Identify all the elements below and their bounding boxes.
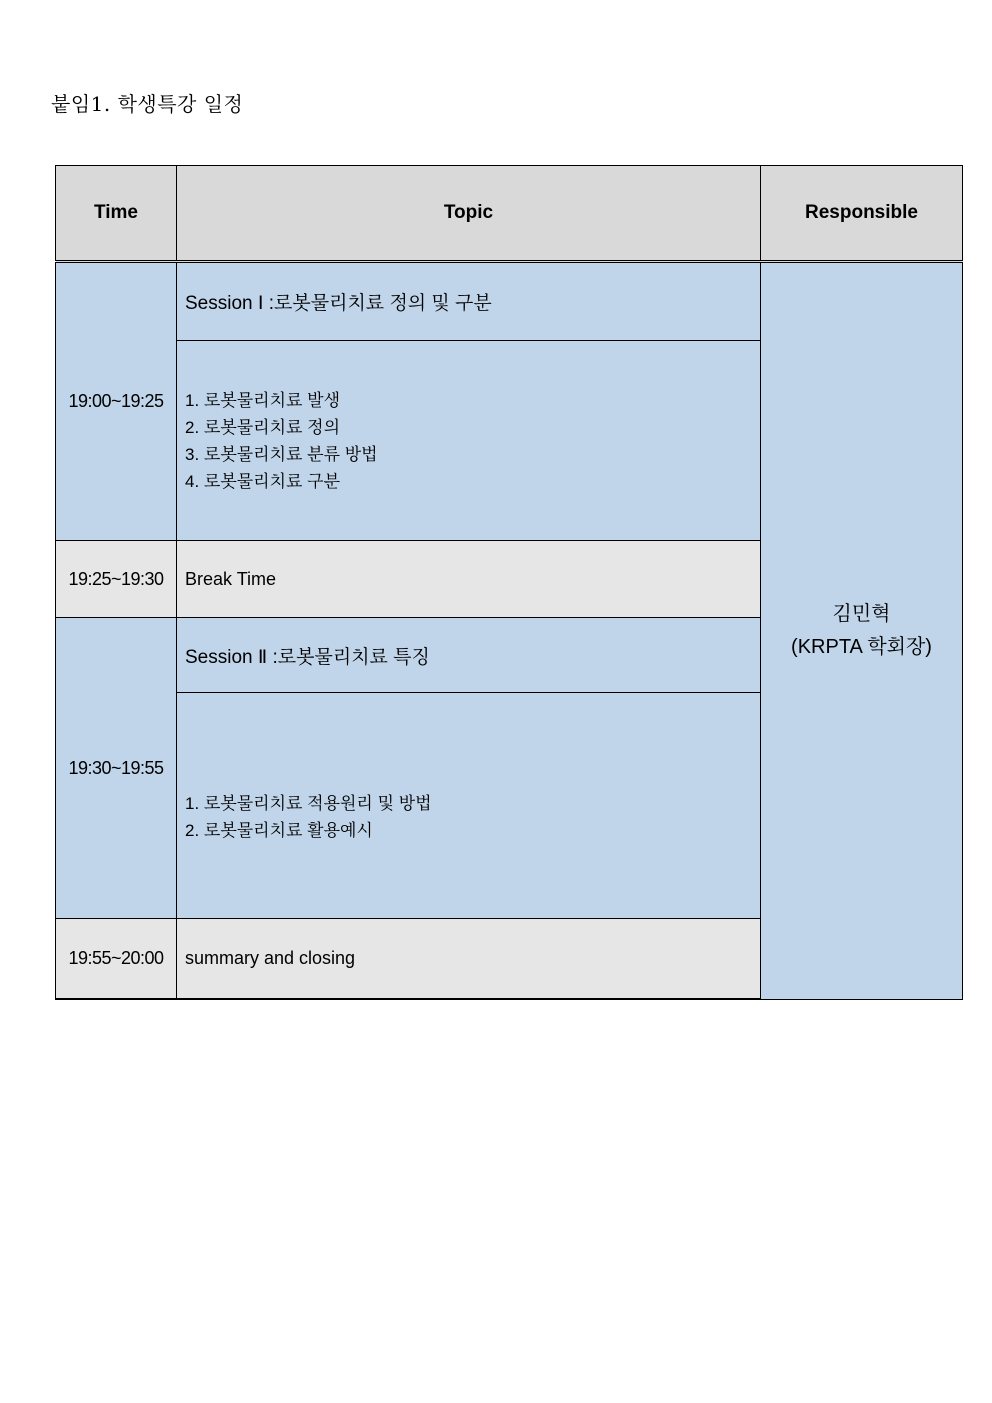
header-topic: Topic bbox=[177, 166, 761, 262]
session2-list bbox=[185, 790, 760, 844]
closing-time: 19:55~20:00 bbox=[56, 919, 177, 999]
session2-items bbox=[177, 693, 761, 919]
document-title: 붙임1. 학생특강 일정 bbox=[51, 92, 244, 116]
session1-items bbox=[177, 341, 761, 541]
header-time: Time bbox=[56, 166, 177, 262]
header-responsible: Responsible bbox=[761, 166, 963, 262]
responsible-role: (KRPTA 학회장) bbox=[791, 635, 932, 658]
responsible-name: 김민혁 bbox=[832, 602, 891, 625]
session1-time: 19:00~19:25 bbox=[56, 262, 177, 541]
list-item: 1. 로봇물리치료 적용원리 및 방법 bbox=[185, 793, 432, 813]
closing-topic: summary and closing bbox=[177, 919, 761, 999]
list-item: 4. 로봇물리치료 구분 bbox=[185, 471, 340, 491]
session2-time: 19:30~19:55 bbox=[56, 618, 177, 919]
session1-title-row bbox=[56, 262, 963, 341]
responsible-cell bbox=[761, 262, 963, 1000]
list-item: 3. 로봇물리치료 분류 방법 bbox=[185, 444, 378, 464]
session2-title: Session Ⅱ :로봇물리치료 특징 bbox=[177, 618, 761, 693]
break-topic: Break Time bbox=[177, 540, 761, 617]
list-item: 2. 로봇물리치료 활용예시 bbox=[185, 820, 373, 840]
session1-list bbox=[185, 387, 760, 495]
header-row bbox=[56, 166, 963, 262]
break-time: 19:25~19:30 bbox=[56, 540, 177, 617]
session1-title: Session Ⅰ :로봇물리치료 정의 및 구분 bbox=[177, 262, 761, 341]
list-item: 2. 로봇물리치료 정의 bbox=[185, 417, 340, 437]
list-item: 1. 로봇물리치료 발생 bbox=[185, 390, 340, 410]
schedule-table bbox=[55, 165, 963, 1000]
